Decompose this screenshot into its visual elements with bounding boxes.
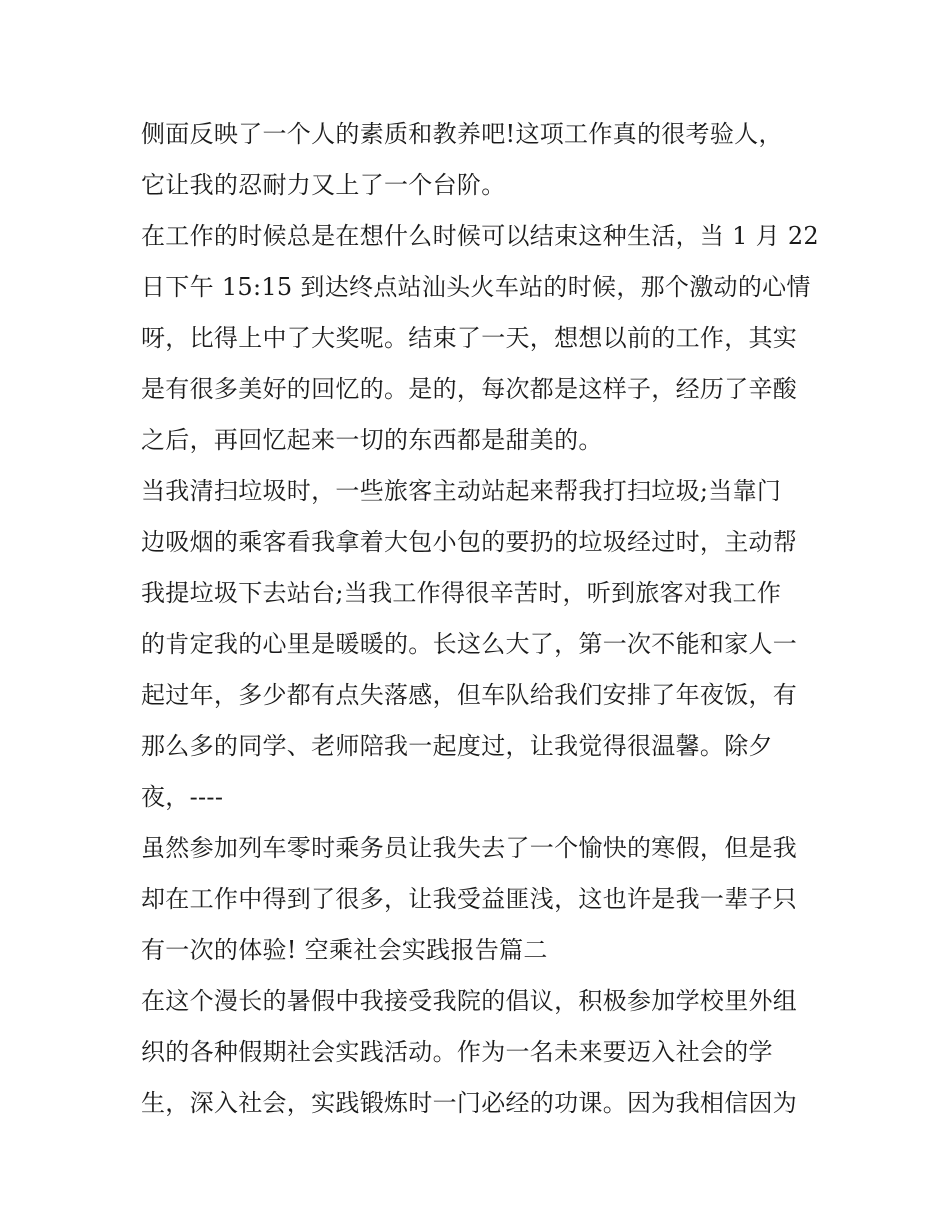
text-line: 它让我的忍耐力又上了一个台阶。 (141, 171, 506, 199)
text-line: 却在工作中得到了很多，让我受益匪浅，这也许是我一辈子只 (141, 885, 798, 913)
text-line: 呀，比得上中了大奖呢。结束了一天，想想以前的工作，其实 (141, 324, 798, 352)
text-line: 的肯定我的心里是暖暖的。长这么大了，第一次不能和家人一 (141, 630, 798, 658)
text-line: 在工作的时候总是在想什么时候可以结束这种生活，当 1 月 22 (141, 222, 819, 250)
text-line: 日下午 15:15 到达终点站汕头火车站的时候，那个激动的心情 (141, 273, 811, 301)
text-line: 有一次的体验! 空乘社会实践报告篇二 (141, 936, 548, 964)
text-line: 生，深入社会，实践锻炼时一门必经的功课。因为我相信因为 (141, 1089, 798, 1117)
document-body (141, 109, 821, 1129)
text-line: 夜，---- (141, 783, 224, 811)
text-line: 在这个漫长的暑假中我接受我院的倡议，积极参加学校里外组 (141, 987, 798, 1015)
text-line: 之后，再回忆起来一切的东西都是甜美的。 (141, 426, 603, 454)
text-line: 是有很多美好的回忆的。是的，每次都是这样子，经历了辛酸 (141, 375, 798, 403)
text-line: 虽然参加列车零时乘务员让我失去了一个愉快的寒假，但是我 (141, 834, 798, 862)
text-line: 侧面反映了一个人的素质和教养吧!这项工作真的很考验人， (141, 120, 783, 148)
text-line: 起过年，多少都有点失落感，但车队给我们安排了年夜饭，有 (141, 681, 798, 709)
text-line: 我提垃圾下去站台;当我工作得很辛苦时，听到旅客对我工作 (141, 579, 782, 607)
text-line: 当我清扫垃圾时，一些旅客主动站起来帮我打扫垃圾;当靠门 (141, 477, 782, 505)
text-line: 织的各种假期社会实践活动。作为一名未来要迈入社会的学 (141, 1038, 773, 1066)
text-line: 边吸烟的乘客看我拿着大包小包的要扔的垃圾经过时，主动帮 (141, 528, 798, 556)
text-line: 那么多的同学、老师陪我一起度过，让我觉得很温馨。除夕 (141, 732, 773, 760)
